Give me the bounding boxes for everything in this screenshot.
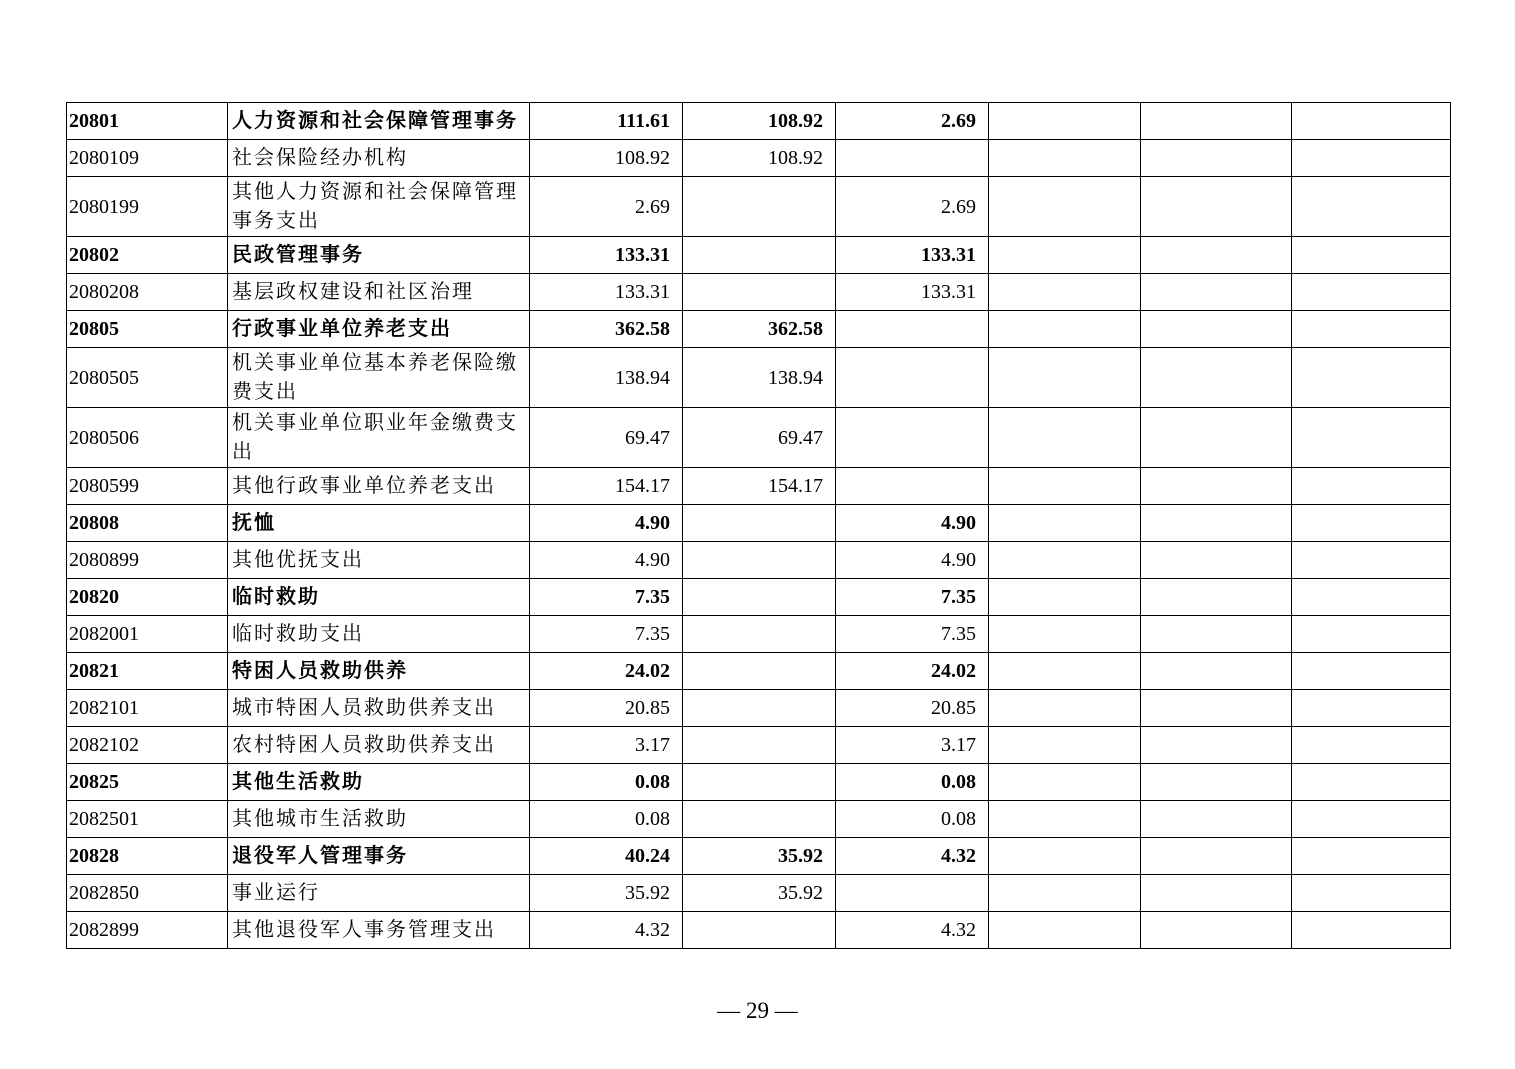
subject-name: 城市特困人员救助供养支出 <box>228 690 530 727</box>
total-amount: 4.90 <box>530 505 683 542</box>
table-row <box>67 274 1451 311</box>
subject-name: 其他城市生活救助 <box>228 801 530 838</box>
subject-name: 其他生活救助 <box>228 764 530 801</box>
table-row <box>67 579 1451 616</box>
subject-code: 2080506 <box>67 408 228 468</box>
project-amount: 4.32 <box>836 912 989 949</box>
table-row <box>67 801 1451 838</box>
project-amount: 133.31 <box>836 274 989 311</box>
project-amount <box>836 140 989 177</box>
project-amount <box>836 348 989 408</box>
project-amount: 133.31 <box>836 237 989 274</box>
subject-code: 2080208 <box>67 274 228 311</box>
table-row <box>67 140 1451 177</box>
basic-amount: 154.17 <box>683 468 836 505</box>
empty-cell <box>989 727 1141 764</box>
basic-amount <box>683 653 836 690</box>
basic-amount <box>683 274 836 311</box>
empty-cell <box>1141 875 1292 912</box>
empty-cell <box>1292 912 1451 949</box>
subject-name: 人力资源和社会保障管理事务 <box>228 103 530 140</box>
total-amount: 20.85 <box>530 690 683 727</box>
empty-cell <box>989 274 1141 311</box>
table-row <box>67 764 1451 801</box>
basic-amount: 108.92 <box>683 140 836 177</box>
empty-cell <box>1141 764 1292 801</box>
total-amount: 69.47 <box>530 408 683 468</box>
empty-cell <box>989 875 1141 912</box>
total-amount: 133.31 <box>530 237 683 274</box>
empty-cell <box>1292 140 1451 177</box>
total-amount: 40.24 <box>530 838 683 875</box>
project-amount: 20.85 <box>836 690 989 727</box>
empty-cell <box>989 237 1141 274</box>
empty-cell <box>1141 408 1292 468</box>
total-amount: 24.02 <box>530 653 683 690</box>
empty-cell <box>989 348 1141 408</box>
total-amount: 7.35 <box>530 616 683 653</box>
subject-code: 2082101 <box>67 690 228 727</box>
project-amount: 24.02 <box>836 653 989 690</box>
project-amount: 4.90 <box>836 542 989 579</box>
empty-cell <box>1292 274 1451 311</box>
table-row <box>67 311 1451 348</box>
table-row <box>67 348 1451 408</box>
project-amount: 4.32 <box>836 838 989 875</box>
total-amount: 108.92 <box>530 140 683 177</box>
subject-name: 其他优抚支出 <box>228 542 530 579</box>
empty-cell <box>989 690 1141 727</box>
empty-cell <box>1141 653 1292 690</box>
subject-code: 20802 <box>67 237 228 274</box>
total-amount: 138.94 <box>530 348 683 408</box>
subject-name: 临时救助 <box>228 579 530 616</box>
subject-name: 农村特困人员救助供养支出 <box>228 727 530 764</box>
empty-cell <box>1141 348 1292 408</box>
empty-cell <box>1141 505 1292 542</box>
empty-cell <box>1141 690 1292 727</box>
subject-name: 社会保险经办机构 <box>228 140 530 177</box>
project-amount <box>836 311 989 348</box>
empty-cell <box>1292 838 1451 875</box>
empty-cell <box>1292 653 1451 690</box>
total-amount: 2.69 <box>530 177 683 237</box>
basic-amount <box>683 616 836 653</box>
subject-name: 机关事业单位职业年金缴费支出 <box>228 408 530 468</box>
subject-name: 退役军人管理事务 <box>228 838 530 875</box>
empty-cell <box>1141 103 1292 140</box>
empty-cell <box>989 653 1141 690</box>
table-row <box>67 505 1451 542</box>
table-row <box>67 468 1451 505</box>
project-amount: 4.90 <box>836 505 989 542</box>
subject-name: 抚恤 <box>228 505 530 542</box>
basic-amount: 362.58 <box>683 311 836 348</box>
subject-code: 20821 <box>67 653 228 690</box>
subject-code: 2080599 <box>67 468 228 505</box>
subject-code: 20805 <box>67 311 228 348</box>
basic-amount <box>683 690 836 727</box>
project-amount: 0.08 <box>836 801 989 838</box>
basic-amount <box>683 727 836 764</box>
empty-cell <box>1141 912 1292 949</box>
table-row <box>67 177 1451 237</box>
budget-table <box>66 102 1451 949</box>
project-amount: 3.17 <box>836 727 989 764</box>
empty-cell <box>989 505 1141 542</box>
empty-cell <box>1141 542 1292 579</box>
empty-cell <box>989 177 1141 237</box>
subject-code: 2080199 <box>67 177 228 237</box>
subject-name: 行政事业单位养老支出 <box>228 311 530 348</box>
subject-code: 20808 <box>67 505 228 542</box>
table-row <box>67 838 1451 875</box>
basic-amount <box>683 177 836 237</box>
empty-cell <box>1292 727 1451 764</box>
table-row <box>67 690 1451 727</box>
subject-name: 民政管理事务 <box>228 237 530 274</box>
subject-code: 20801 <box>67 103 228 140</box>
subject-code: 2082501 <box>67 801 228 838</box>
basic-amount <box>683 912 836 949</box>
empty-cell <box>1141 616 1292 653</box>
subject-name: 机关事业单位基本养老保险缴费支出 <box>228 348 530 408</box>
subject-name: 其他人力资源和社会保障管理事务支出 <box>228 177 530 237</box>
subject-code: 2082001 <box>67 616 228 653</box>
total-amount: 35.92 <box>530 875 683 912</box>
subject-code: 20828 <box>67 838 228 875</box>
subject-name: 其他退役军人事务管理支出 <box>228 912 530 949</box>
total-amount: 362.58 <box>530 311 683 348</box>
project-amount: 2.69 <box>836 103 989 140</box>
basic-amount: 108.92 <box>683 103 836 140</box>
empty-cell <box>989 103 1141 140</box>
subject-code: 2080899 <box>67 542 228 579</box>
subject-code: 2082102 <box>67 727 228 764</box>
total-amount: 0.08 <box>530 764 683 801</box>
subject-code: 2082850 <box>67 875 228 912</box>
total-amount: 111.61 <box>530 103 683 140</box>
basic-amount <box>683 764 836 801</box>
empty-cell <box>1292 237 1451 274</box>
empty-cell <box>989 801 1141 838</box>
empty-cell <box>1292 505 1451 542</box>
project-amount <box>836 468 989 505</box>
empty-cell <box>1141 140 1292 177</box>
table-row <box>67 727 1451 764</box>
empty-cell <box>1141 177 1292 237</box>
basic-amount <box>683 542 836 579</box>
empty-cell <box>989 616 1141 653</box>
empty-cell <box>1292 690 1451 727</box>
basic-amount: 35.92 <box>683 838 836 875</box>
empty-cell <box>989 408 1141 468</box>
total-amount: 7.35 <box>530 579 683 616</box>
subject-code: 2082899 <box>67 912 228 949</box>
project-amount <box>836 408 989 468</box>
empty-cell <box>989 764 1141 801</box>
project-amount: 0.08 <box>836 764 989 801</box>
table-row <box>67 103 1451 140</box>
table-row <box>67 542 1451 579</box>
subject-name: 临时救助支出 <box>228 616 530 653</box>
table-row <box>67 237 1451 274</box>
total-amount: 133.31 <box>530 274 683 311</box>
table-row <box>67 912 1451 949</box>
empty-cell <box>1292 616 1451 653</box>
subject-name: 基层政权建设和社区治理 <box>228 274 530 311</box>
table-row <box>67 616 1451 653</box>
empty-cell <box>989 912 1141 949</box>
empty-cell <box>1292 875 1451 912</box>
total-amount: 154.17 <box>530 468 683 505</box>
basic-amount: 69.47 <box>683 408 836 468</box>
table-row <box>67 875 1451 912</box>
basic-amount: 35.92 <box>683 875 836 912</box>
empty-cell <box>1141 274 1292 311</box>
empty-cell <box>1292 348 1451 408</box>
empty-cell <box>1292 579 1451 616</box>
basic-amount <box>683 801 836 838</box>
empty-cell <box>1292 408 1451 468</box>
project-amount: 7.35 <box>836 579 989 616</box>
total-amount: 0.08 <box>530 801 683 838</box>
empty-cell <box>1292 311 1451 348</box>
basic-amount <box>683 237 836 274</box>
empty-cell <box>1141 838 1292 875</box>
subject-code: 2080109 <box>67 140 228 177</box>
total-amount: 3.17 <box>530 727 683 764</box>
total-amount: 4.32 <box>530 912 683 949</box>
basic-amount: 138.94 <box>683 348 836 408</box>
empty-cell <box>989 542 1141 579</box>
empty-cell <box>1141 727 1292 764</box>
empty-cell <box>989 311 1141 348</box>
empty-cell <box>989 140 1141 177</box>
empty-cell <box>989 468 1141 505</box>
subject-code: 2080505 <box>67 348 228 408</box>
empty-cell <box>1141 579 1292 616</box>
table-row <box>67 653 1451 690</box>
empty-cell <box>1292 764 1451 801</box>
total-amount: 4.90 <box>530 542 683 579</box>
subject-name: 其他行政事业单位养老支出 <box>228 468 530 505</box>
empty-cell <box>1292 801 1451 838</box>
empty-cell <box>1292 177 1451 237</box>
empty-cell <box>1292 468 1451 505</box>
empty-cell <box>1141 801 1292 838</box>
empty-cell <box>989 838 1141 875</box>
empty-cell <box>989 579 1141 616</box>
empty-cell <box>1141 237 1292 274</box>
project-amount <box>836 875 989 912</box>
empty-cell <box>1292 542 1451 579</box>
table-row <box>67 408 1451 468</box>
basic-amount <box>683 579 836 616</box>
subject-code: 20820 <box>67 579 228 616</box>
subject-name: 特困人员救助供养 <box>228 653 530 690</box>
empty-cell <box>1141 311 1292 348</box>
subject-code: 20825 <box>67 764 228 801</box>
subject-name: 事业运行 <box>228 875 530 912</box>
empty-cell <box>1141 468 1292 505</box>
table-body <box>67 103 1451 949</box>
empty-cell <box>1292 103 1451 140</box>
project-amount: 2.69 <box>836 177 989 237</box>
project-amount: 7.35 <box>836 616 989 653</box>
page-number: — 29 — <box>717 998 798 1023</box>
basic-amount <box>683 505 836 542</box>
